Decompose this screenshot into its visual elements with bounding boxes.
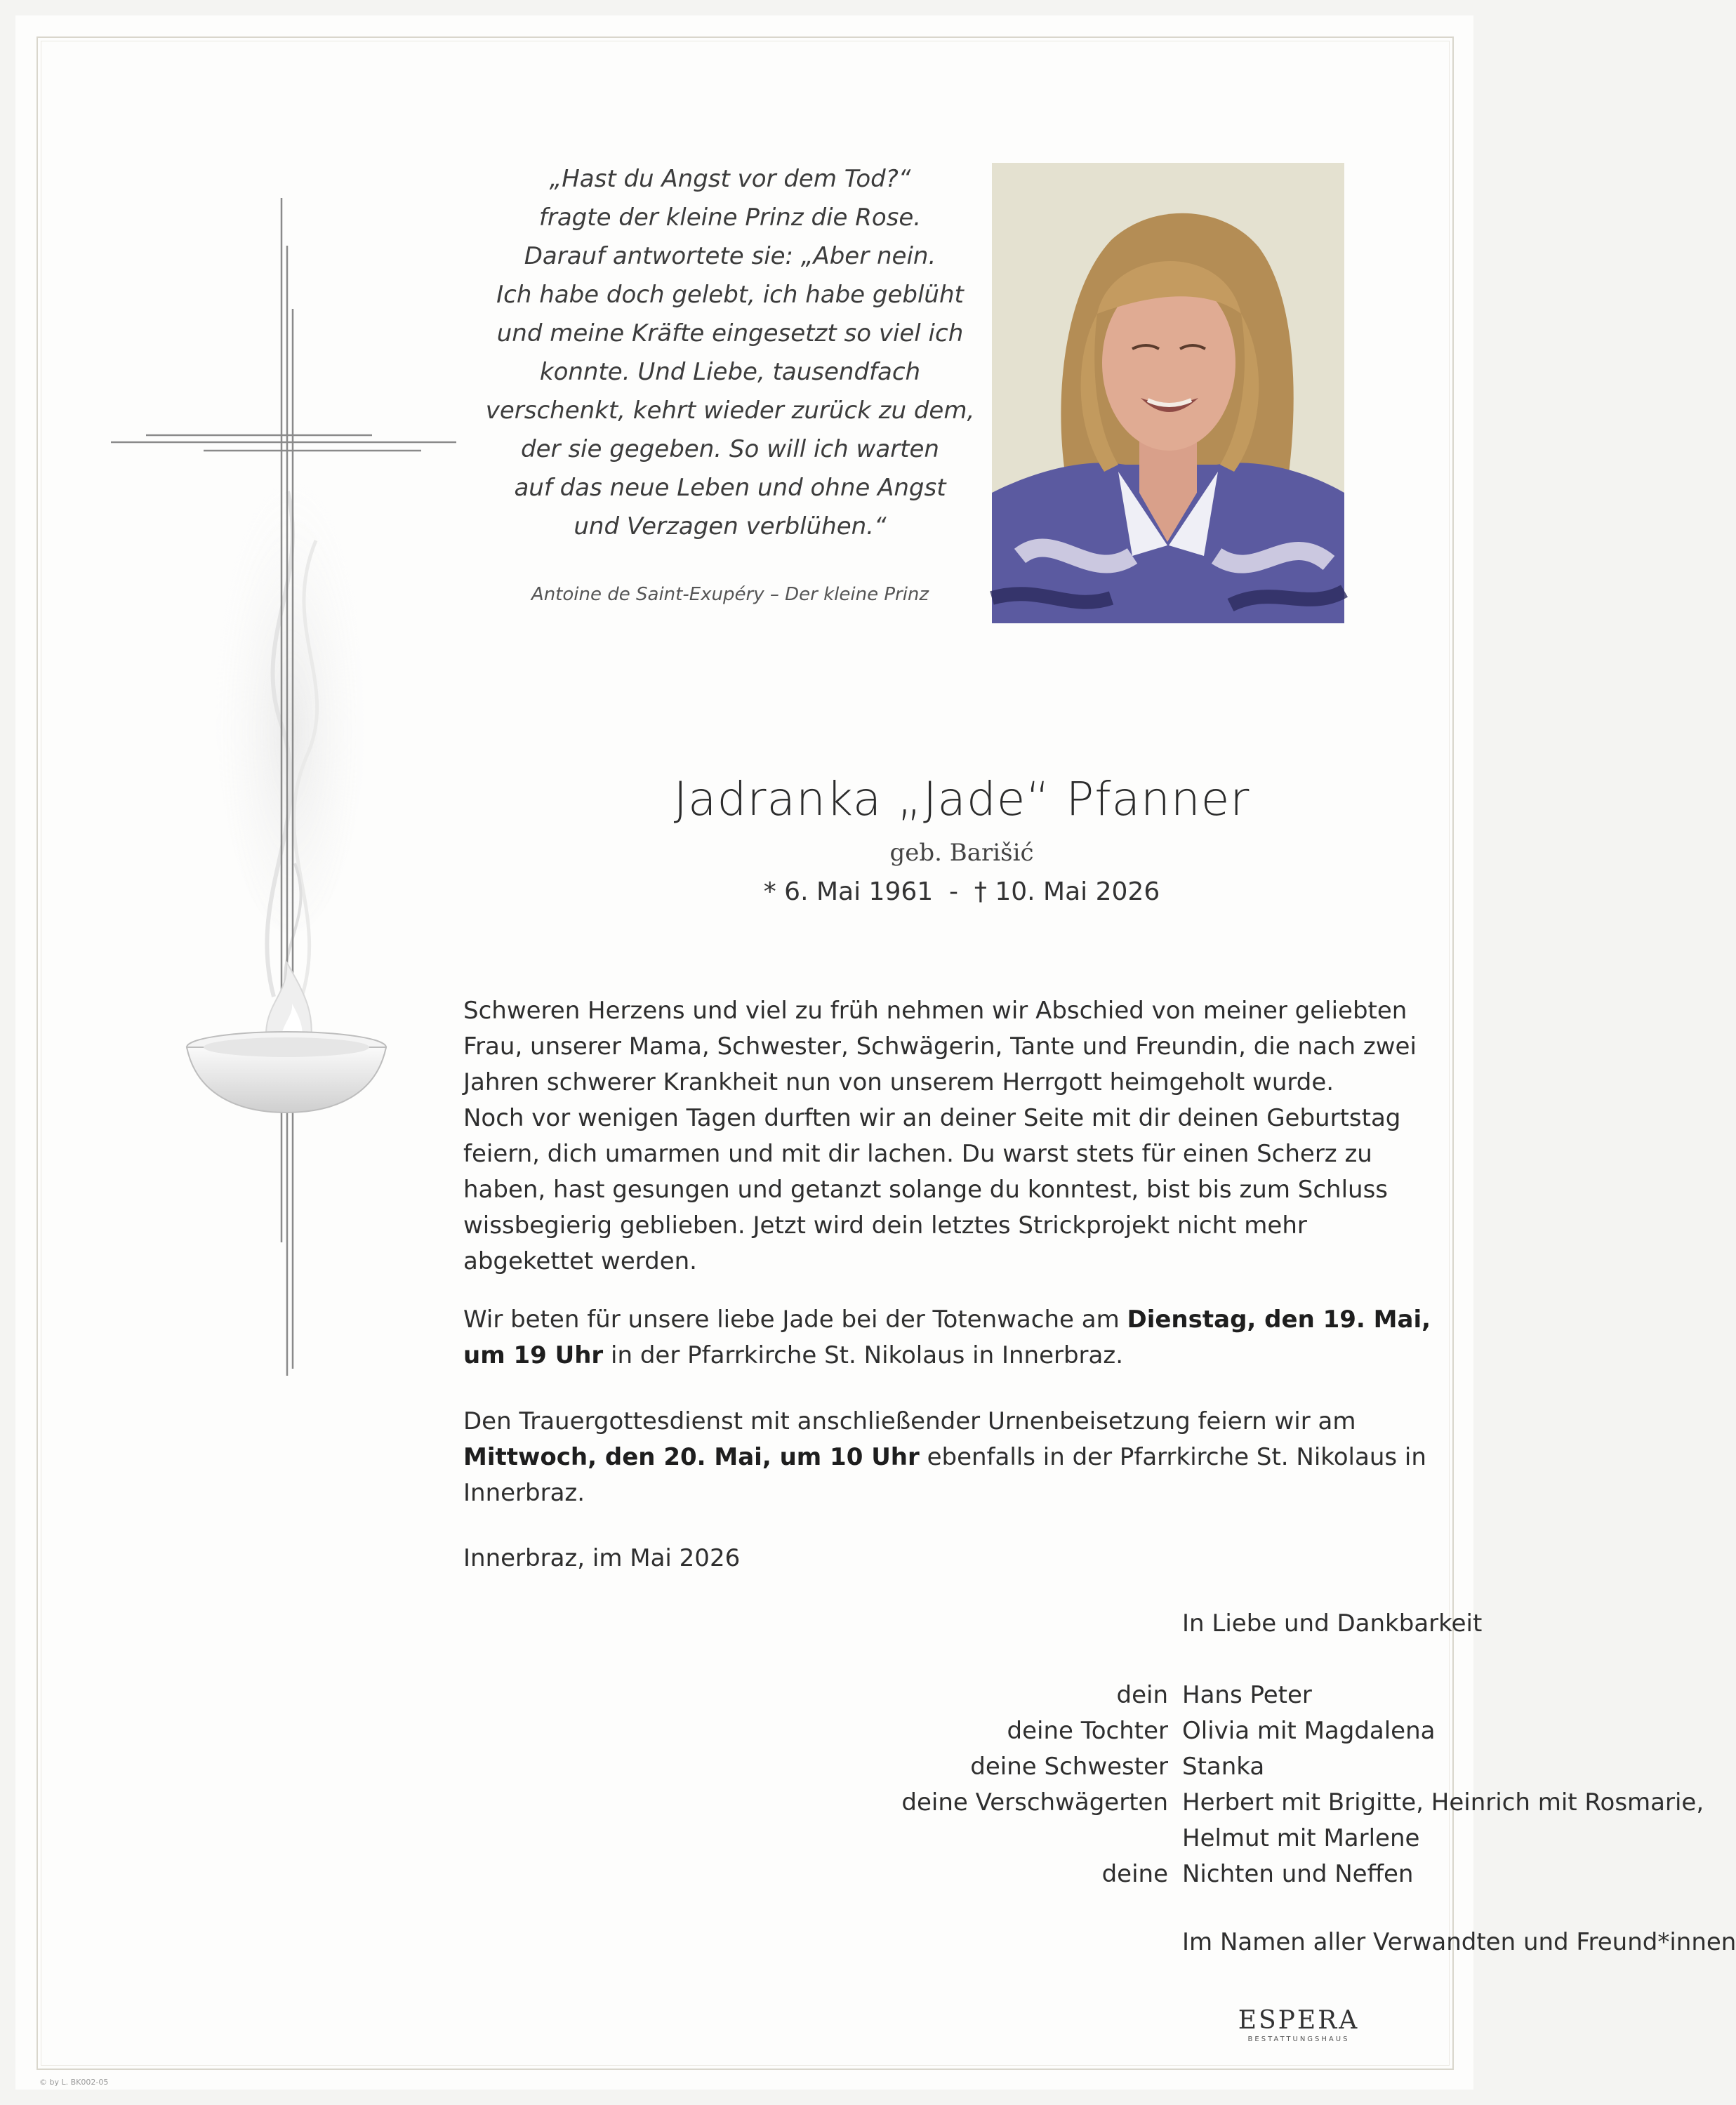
wake-paragraph (463, 1302, 1431, 1374)
birth-name: geb. Barišić (889, 839, 1034, 867)
funeral-line-2 (463, 1440, 1426, 1475)
portrait-photo (992, 163, 1344, 623)
farewell-paragraph (463, 993, 1417, 1280)
quote-line: und Verzagen verblühen.“ (574, 512, 887, 540)
paragraph-line: Frau, unserer Mama, Schwester, Schwägerin, Tante und Freundin, die nach zwei (463, 1032, 1417, 1061)
espera-logo: ESPERA (1238, 2006, 1360, 2035)
mourner-relation: deine (1101, 1860, 1168, 1888)
funeral-line-3: Innerbraz. (463, 1479, 585, 1507)
mourner-relation: deine Verschwägerten (901, 1788, 1168, 1817)
quote-line: Ich habe doch gelebt, ich habe geblüht (496, 281, 964, 309)
paragraph-line: feiern, dich umarmen und mit dir lachen. Du warst stets für einen Scherz zu (463, 1140, 1372, 1168)
final-line: Im Namen aller Verwandten und Freund*innen (1182, 1928, 1736, 1956)
wake-location: in der Pfarrkirche St. Nikolaus in Innerbraz. (603, 1341, 1124, 1369)
mourner-names: Helmut mit Marlene (1182, 1824, 1420, 1852)
cross-with-bowl-illustration (105, 190, 470, 1397)
quote-line: der sie gegeben. So will ich warten (521, 435, 939, 463)
print-code: © by L. BK002-05 (39, 2078, 109, 2087)
mourner-names: Olivia mit Magdalena (1182, 1717, 1436, 1745)
mourner-names: Nichten und Neffen (1182, 1860, 1414, 1888)
mourner-names: Herbert mit Brigitte, Heinrich mit Rosmarie, (1182, 1788, 1704, 1817)
mourner-row (463, 1821, 1420, 1857)
place-date: Innerbraz, im Mai 2026 (463, 1544, 741, 1572)
deceased-name: Jadranka „Jade“ Pfanner (673, 772, 1250, 826)
paragraph-line: abgekettet werden. (463, 1247, 697, 1275)
mourner-names: Stanka (1182, 1753, 1265, 1781)
final-line-block (463, 1925, 1736, 1960)
quote-line: verschenkt, kehrt wieder zurück zu dem, (485, 397, 975, 425)
saint-exupery-quote (463, 160, 997, 546)
quote-line: auf das neue Leben und ohne Angst (514, 474, 946, 502)
paragraph-line: Jahren schwerer Krankheit nun von unserem Herrgott heimgeholt wurde. (463, 1068, 1334, 1096)
funeral-paragraph (463, 1404, 1426, 1511)
quote-line: Darauf antwortete sie: „Aber nein. (524, 242, 936, 270)
wake-text: Wir beten für unsere liebe Jade bei der Totenwache am (463, 1306, 1127, 1334)
quote-line: konnte. Und Liebe, tausendfach (539, 358, 921, 386)
wake-time: um 19 Uhr (463, 1341, 604, 1369)
funeral-location: ebenfalls in der Pfarrkirche St. Nikolaus in (919, 1443, 1426, 1471)
wake-line-2 (463, 1338, 1397, 1374)
paragraph-line: Schweren Herzens und viel zu früh nehmen wir Abschied von meiner geliebten (463, 997, 1407, 1025)
mourner-row (463, 1785, 1704, 1821)
quote-line: und meine Kräfte eingesetzt so viel ich (496, 319, 964, 347)
wake-date: Dienstag, den 19. Mai, (1127, 1306, 1431, 1334)
mourner-row (463, 1713, 1436, 1749)
mourner-relation: dein (1116, 1681, 1168, 1709)
bowl-icon (187, 1032, 386, 1113)
mourner-relation: deine Schwester (970, 1753, 1168, 1781)
life-dates: * 6. Mai 1961 - † 10. Mai 2026 (763, 877, 1160, 906)
wake-line-1 (463, 1302, 1431, 1338)
portrait-illustration (992, 163, 1344, 623)
mourner-row (463, 1749, 1397, 1785)
paragraph-line: wissbegierig geblieben. Jetzt wird dein letztes Strickprojekt nicht mehr (463, 1211, 1307, 1240)
quote-line: „Hast du Angst vor dem Tod?“ (549, 165, 911, 193)
espera-logo-subtitle: BESTATTUNGSHAUS (1247, 2036, 1350, 2043)
paragraph-line: Noch vor wenigen Tagen durften wir an deiner Seite mit dir deinen Geburtstag (463, 1104, 1401, 1132)
quote-line: fragte der kleine Prinz die Rose. (538, 204, 922, 232)
quote-attribution: Antoine de Saint-Exupéry – Der kleine Prinz (531, 584, 929, 605)
paragraph-line: haben, hast gesungen und getanzt solange du konntest, bist bis zum Schluss (463, 1176, 1389, 1204)
mourner-names: Hans Peter (1182, 1681, 1312, 1709)
closing-text (463, 1606, 1483, 1642)
mourners-list (463, 1678, 1704, 1892)
mourner-relation: deine Tochter (1007, 1717, 1168, 1745)
mourner-row (463, 1678, 1397, 1713)
mourner-row (463, 1857, 1414, 1892)
smoke-wisps (214, 428, 369, 1004)
funeral-line-1: Den Trauergottesdienst mit anschließender Urnenbeisetzung feiern wir am (463, 1407, 1356, 1435)
funeral-datetime: Mittwoch, den 20. Mai, um 10 Uhr (463, 1443, 920, 1471)
closing-line: In Liebe und Dankbarkeit (1182, 1609, 1483, 1638)
